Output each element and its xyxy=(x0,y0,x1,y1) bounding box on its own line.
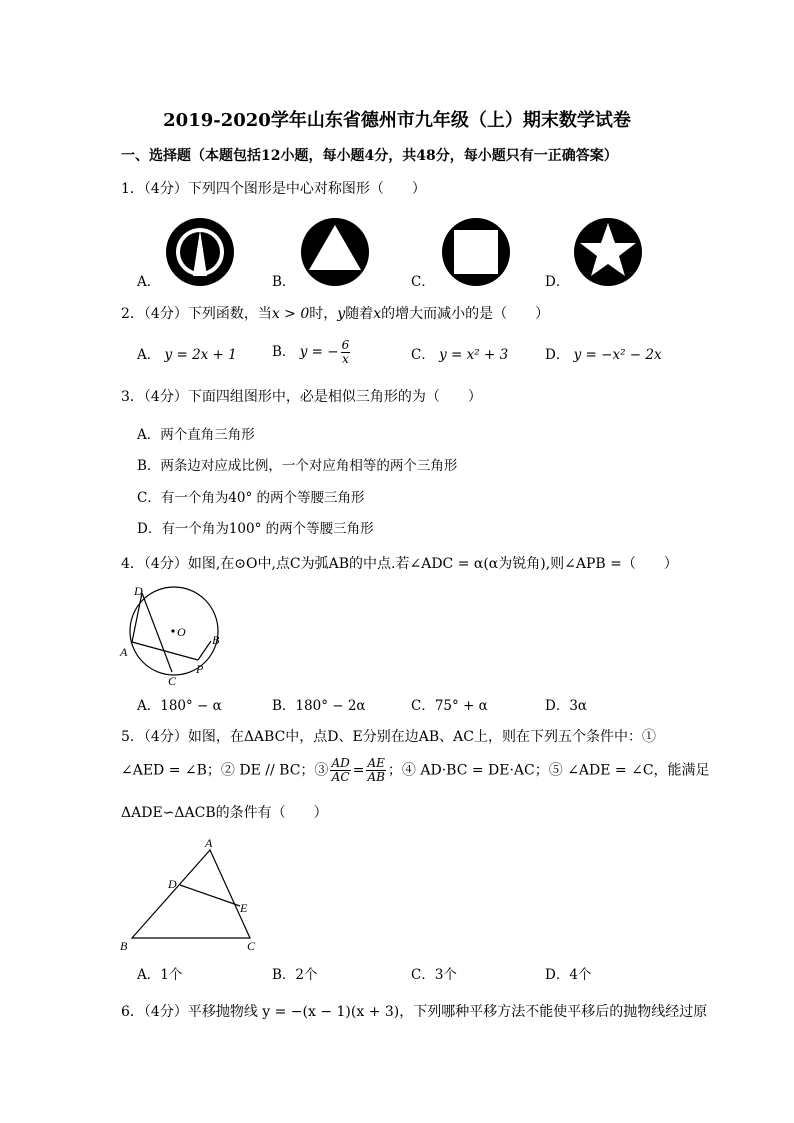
q2-option-d-formula: y = −x² − 2x xyxy=(573,347,662,363)
question-5-line-1: 5．（4分）如图，在ΔABC中，点D、E分别在边AB、AC上，则在下列五个条件中：① xyxy=(121,729,656,745)
q2-option-a-formula: y = 2x + 1 xyxy=(164,347,237,363)
section-heading: 一、选择题（本题包括12小题，每小题4分，共48分，每小题只有一正确答案） xyxy=(121,148,618,164)
q4-option-c: C．75° + α xyxy=(411,698,488,714)
question-5-line-2 xyxy=(121,757,710,784)
q1-option-c-label: C． xyxy=(411,274,435,290)
fig4-label-c: C xyxy=(168,674,177,688)
q3-option-b: B．两条边对应成比例，一个对应角相等的两个三角形 xyxy=(137,458,458,474)
q4-option-d: D．3α xyxy=(545,698,588,714)
q2-option-b-numerator: 6 xyxy=(341,338,350,352)
figure-1d-circle-star xyxy=(572,216,644,288)
q5-line2-part-b: ；④ AD·BC = DE·AC；⑤ ∠ADE = ∠C，能满足 xyxy=(387,762,710,779)
q4-option-b: B．180° − 2α xyxy=(272,698,366,714)
fig4-label-o: O xyxy=(177,625,186,639)
fig5-label-e: E xyxy=(240,901,248,915)
q2-option-c-formula: y = x² + 3 xyxy=(439,347,509,363)
question-3-stem: 3．（4分）下面四组图形中，必是相似三角形的为（ ） xyxy=(121,389,482,405)
q3-option-a: A．两个直角三角形 xyxy=(137,427,255,443)
q3-option-c: C．有一个角为40° 的两个等腰三角形 xyxy=(137,490,365,506)
fig4-label-a: A xyxy=(120,645,128,659)
q5-option-d: D．4个 xyxy=(545,967,592,983)
q2-option-a-label: A． xyxy=(137,347,161,363)
q5-option-c: C．3个 xyxy=(411,967,457,983)
q2-stem-part-c: 随着 xyxy=(345,306,374,322)
q5-option-a: A．1个 xyxy=(137,967,183,983)
q1-option-d-label: D． xyxy=(545,274,570,290)
page-title: 2019-2020学年山东省德州市九年级（上）期末数学试卷 xyxy=(163,110,631,131)
question-5-line-3: ΔADE∽ΔACB的条件有（ ） xyxy=(121,805,328,821)
q2-stem-part-b: 时， xyxy=(309,306,338,322)
q4-option-a: A．180° − α xyxy=(137,698,222,714)
figure-1b-circle-triangle xyxy=(299,216,371,288)
q2-option-d xyxy=(545,346,662,364)
question-2-stem xyxy=(121,305,549,323)
q2-option-b-fraction xyxy=(341,339,351,366)
q2-option-b-label: B． xyxy=(272,344,296,360)
fig5-label-d: D xyxy=(168,877,177,891)
q5-fraction-1 xyxy=(330,757,350,784)
question-4-stem: 4．（4分）如图,在⊙O中,点C为弧AB的中点.若∠ADC = α(α为锐角),则∠APB =（ ） xyxy=(121,556,678,572)
q1-option-a-label: A． xyxy=(137,274,161,290)
fig4-label-p: P xyxy=(196,662,204,676)
fig4-label-d: D xyxy=(134,584,143,598)
q1-option-b-label: B． xyxy=(272,274,296,290)
q2-stem-part-a: 2．（4分）下列函数，当 xyxy=(121,306,272,322)
fig5-label-c: C xyxy=(247,939,256,953)
figure-4-circle xyxy=(116,583,226,689)
q2-option-b-lhs: y = − xyxy=(299,344,339,360)
q5-fraction-2-denominator: AB xyxy=(367,770,385,784)
q2-option-c-label: C． xyxy=(411,347,435,363)
question-6-stem: 6．（4分）平移抛物线 y = −(x − 1)(x + 3)，下列哪种平移方法不能使平移后的抛物线经过原 xyxy=(121,1004,708,1020)
q2-option-d-label: D． xyxy=(545,347,570,363)
q5-fraction-2 xyxy=(366,757,385,784)
q2-stem-part-d: 的增大而减小的是（ ） xyxy=(381,306,550,322)
figure-1c-circle-square xyxy=(440,216,512,288)
q5-option-b: B．2个 xyxy=(272,967,318,983)
q2-option-b xyxy=(272,339,352,366)
q2-condition: x > 0 xyxy=(271,306,310,322)
q2-option-b-denominator: x xyxy=(341,352,349,366)
q5-fraction-1-numerator: AD xyxy=(331,756,350,770)
figure-5-triangle xyxy=(116,836,266,956)
fig5-label-b: B xyxy=(120,939,128,953)
q2-var-x: x xyxy=(373,306,382,322)
q2-option-a xyxy=(137,346,237,364)
q5-fraction-1-denominator: AC xyxy=(331,770,350,784)
fig4-label-b: B xyxy=(212,633,220,647)
q2-var-y: y xyxy=(337,306,346,322)
figure-1a-circle-spike xyxy=(164,216,236,288)
q5-line2-part-a: ∠AED = ∠B；② DE // BC；③ xyxy=(121,762,329,779)
q3-option-d: D．有一个角为100° 的两个等腰三角形 xyxy=(137,521,374,537)
question-1-stem: 1．（4分）下列四个图形是中心对称图形（ ） xyxy=(121,181,426,197)
q2-option-c xyxy=(411,346,508,364)
fig5-label-a: A xyxy=(205,836,213,850)
q5-equals: = xyxy=(352,762,365,779)
q5-fraction-2-numerator: AE xyxy=(367,756,385,770)
